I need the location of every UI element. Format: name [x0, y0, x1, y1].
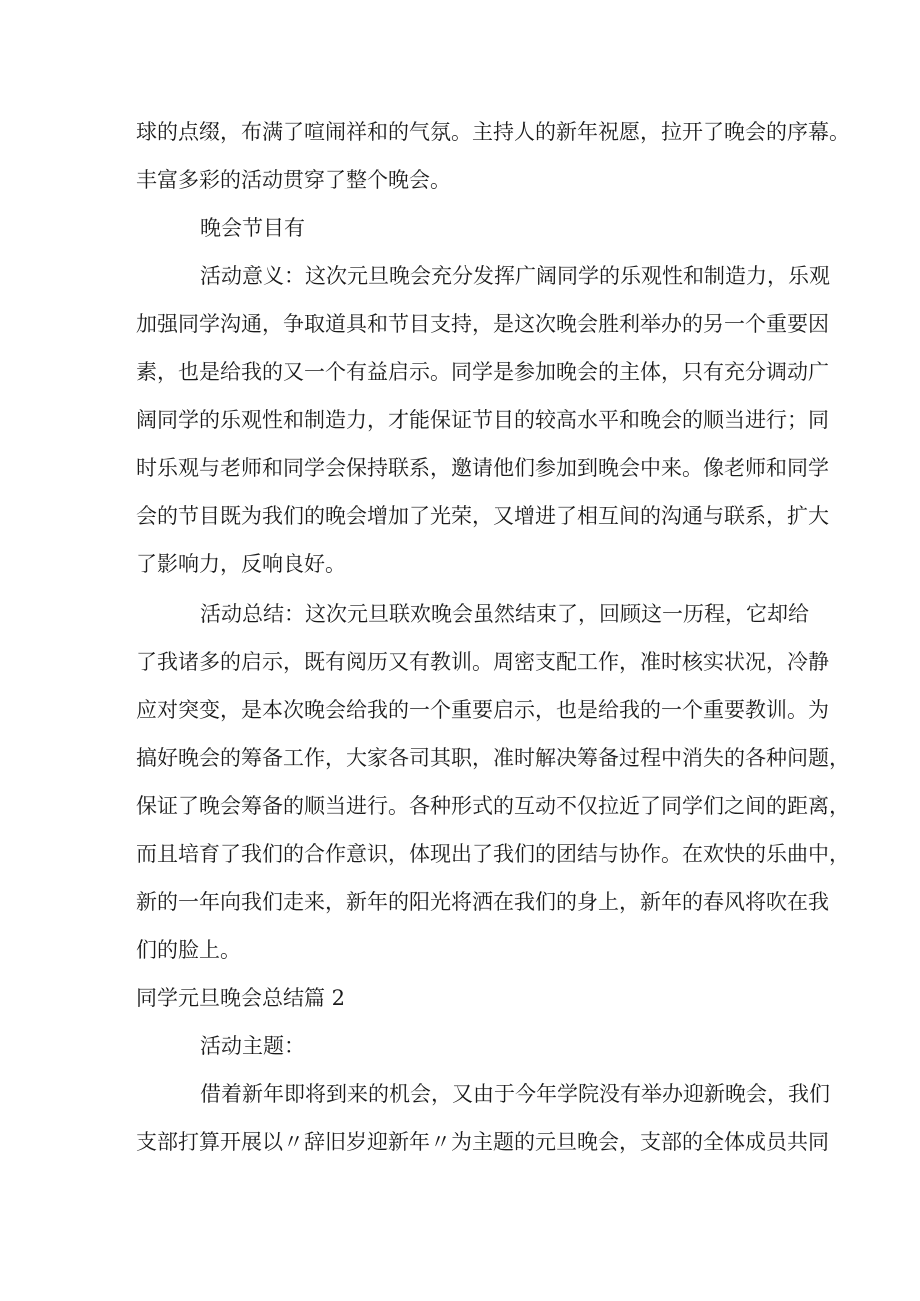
paragraph-line: 借着新年即将到来的机会，又由于今年学院没有举办迎新晚会，我们 — [200, 1082, 830, 1106]
paragraph-line: 活动总结：这次元旦联欢晚会虽然结束了，回顾这一历程，它却给 — [200, 602, 809, 626]
section-heading: 同学元旦晚会总结篇 2 — [136, 986, 346, 1010]
paragraph-line: 了影响力，反响良好。 — [136, 552, 346, 576]
paragraph-line: 支部打算开展以〃辞旧岁迎新年〃为主题的元旦晚会，支部的全体成员共同 — [136, 1130, 829, 1154]
paragraph-line: 活动意义：这次元旦晚会充分发挥广阔同学的乐观性和制造力，乐观 — [200, 264, 830, 288]
section-label: 晚会节目有 — [200, 216, 305, 240]
paragraph-line: 新的一年向我们走来，新年的阳光将洒在我们的身上，新年的春风将吹在我 — [136, 890, 829, 914]
paragraph-line: 阔同学的乐观性和制造力，才能保证节目的较高水平和晚会的顺当进行；同 — [136, 408, 829, 432]
paragraph-line: 搞好晚会的筹备工作，大家各司其职，准时解决筹备过程中消失的各种问题， — [136, 746, 850, 770]
paragraph-line: 会的节目既为我们的晚会增加了光荣，又增进了相互间的沟通与联系，扩大 — [136, 504, 829, 528]
paragraph-line: 了我诸多的启示，既有阅历又有教训。周密支配工作，准时核实状况，冷静 — [136, 650, 829, 674]
paragraph-line: 应对突变，是本次晚会给我的一个重要启示，也是给我的一个重要教训。为 — [136, 698, 829, 722]
paragraph-line: 而且培育了我们的合作意识，体现出了我们的团结与协作。在欢快的乐曲中， — [136, 842, 850, 866]
section-label: 活动主题： — [200, 1034, 305, 1058]
paragraph-line: 们的脸上。 — [136, 938, 241, 962]
paragraph-line: 球的点缀，布满了喧闹祥和的气氛。主持人的新年祝愿，拉开了晚会的序幕。 — [136, 120, 850, 144]
paragraph-line: 素，也是给我的又一个有益启示。同学是参加晚会的主体，只有充分调动广 — [136, 360, 829, 384]
paragraph-line: 时乐观与老师和同学会保持联系，邀请他们参加到晚会中来。像老师和同学 — [136, 456, 829, 480]
paragraph-line: 加强同学沟通，争取道具和节目支持，是这次晚会胜利举办的另一个重要因 — [136, 312, 829, 336]
paragraph-line: 保证了晚会筹备的顺当进行。各种形式的互动不仅拉近了同学们之间的距离， — [136, 794, 850, 818]
paragraph-line: 丰富多彩的活动贯穿了整个晚会。 — [136, 168, 451, 192]
